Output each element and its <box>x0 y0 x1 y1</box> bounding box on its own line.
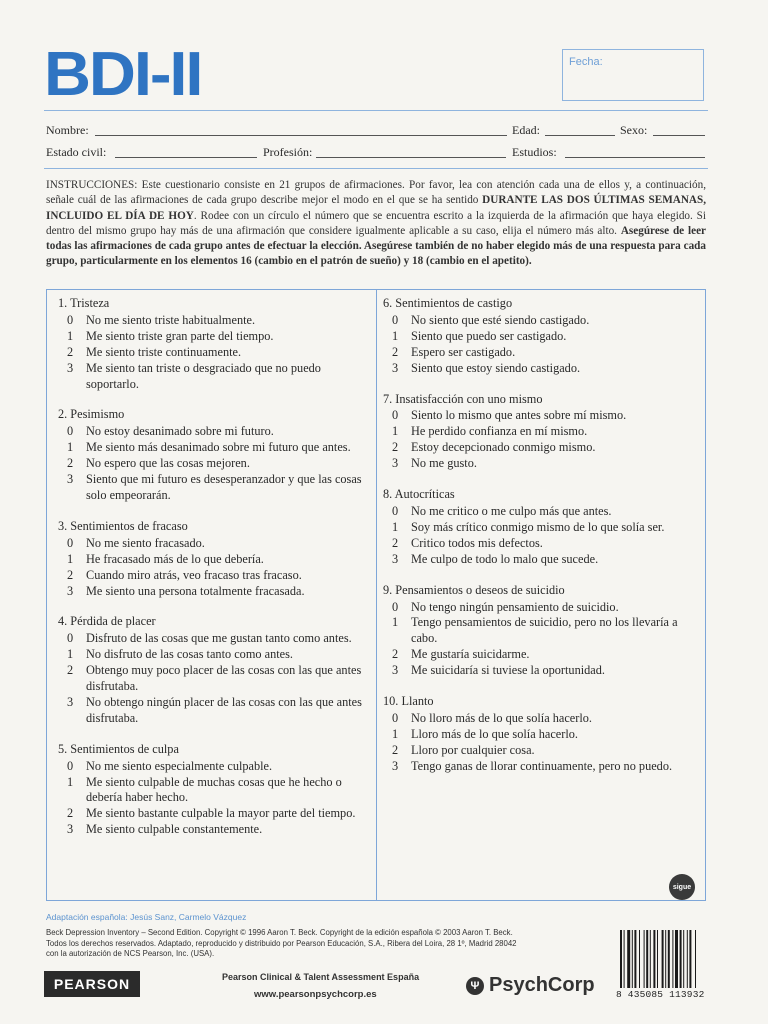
answer-number[interactable]: 3 <box>67 583 74 598</box>
question-group <box>383 487 701 568</box>
answer-number[interactable]: 3 <box>392 758 399 773</box>
barcode-stripe <box>683 930 684 988</box>
answer-option[interactable] <box>383 759 701 775</box>
answer-number[interactable]: 3 <box>67 472 74 487</box>
barcode-stripe <box>675 930 678 988</box>
answer-option[interactable] <box>383 711 701 727</box>
barcode-stripe <box>668 930 670 988</box>
answer-text: Me siento culpable constantemente. <box>86 822 263 837</box>
answer-text: He perdido confianza en mí mismo. <box>411 424 588 439</box>
edad-field[interactable] <box>545 135 615 136</box>
answer-option[interactable] <box>58 775 368 807</box>
answer-number[interactable]: 3 <box>67 360 74 375</box>
answer-number[interactable]: 1 <box>392 726 399 741</box>
answer-option[interactable] <box>58 361 368 393</box>
answer-text: No lloro más de lo que solía hacerlo. <box>411 710 592 725</box>
answer-text: Me siento una persona totalmente fracasada. <box>86 583 305 598</box>
question-title: 6. Sentimientos de castigo <box>383 296 513 310</box>
answer-text: Tengo pensamientos de suicidio, pero no los llevaría a cabo. <box>411 615 678 646</box>
question-title: 8. Autocríticas <box>383 487 455 502</box>
answer-option[interactable] <box>383 520 701 536</box>
answer-option[interactable] <box>383 408 701 424</box>
answer-text: Me siento triste gran parte del tiempo. <box>86 328 274 343</box>
answer-option[interactable] <box>383 615 701 647</box>
answer-text: Siento que mi futuro es desesperanzador y que las cosas solo empeorarán. <box>86 472 362 502</box>
profesion-field[interactable] <box>316 157 506 158</box>
answer-text: Obtengo muy poco placer de las cosas con las que antes disfrutaba. <box>86 663 362 694</box>
answer-option[interactable] <box>383 456 701 472</box>
answer-number[interactable]: 1 <box>67 551 74 566</box>
question-group <box>58 519 368 600</box>
nombre-field[interactable] <box>95 135 507 136</box>
answer-text: Me siento culpable de muchas cosas que he hecho o debería haber hecho. <box>86 774 342 805</box>
answer-number[interactable]: 1 <box>392 519 399 534</box>
answer-number[interactable]: 3 <box>67 694 74 709</box>
barcode-stripe <box>632 930 633 988</box>
publisher-name: Pearson Clinical & Talent Assessment España <box>222 972 420 982</box>
answer-option[interactable] <box>383 727 701 743</box>
answer-text: No tengo ningún pensamiento de suicidio. <box>411 599 619 614</box>
barcode-stripe <box>680 930 682 988</box>
nombre-label: Nombre: <box>46 123 89 137</box>
answer-option[interactable] <box>383 361 701 377</box>
answer-option[interactable] <box>383 329 701 345</box>
question-title: 9. Pensamientos o deseos de suicidio <box>383 582 565 597</box>
question-group <box>58 614 368 726</box>
answer-number[interactable]: 3 <box>392 456 399 471</box>
psychcorp-logo <box>466 974 595 997</box>
barcode-stripe <box>644 930 645 988</box>
answer-option[interactable] <box>383 647 701 663</box>
answer-option[interactable] <box>58 647 368 663</box>
answer-number[interactable]: 0 <box>67 312 74 327</box>
answer-text: No me siento especialmente culpable. <box>86 758 273 773</box>
answer-option[interactable] <box>58 822 368 838</box>
questions-right-column <box>383 296 701 790</box>
barcode-stripe <box>689 930 691 988</box>
answer-option[interactable] <box>383 743 701 759</box>
copyright-line-2: Todos los derechos reservados. Adaptado, reproducido y distribuido por Pearson Educación, S.A., Ribera del Loira, 28 1º, Madrid 28042 <box>46 938 517 948</box>
answer-option[interactable] <box>58 424 368 440</box>
answer-option[interactable] <box>383 345 701 361</box>
answer-option[interactable] <box>58 456 368 472</box>
date-label: Fecha: <box>569 56 603 68</box>
question-title: 3. Sentimientos de fracaso <box>58 518 188 533</box>
barcode-stripe <box>620 930 622 988</box>
answer-text: Me siento bastante culpable la mayor parte del tiempo. <box>86 806 356 821</box>
answer-text: Siento que estoy siendo castigado. <box>411 360 581 375</box>
answer-number[interactable]: 2 <box>67 567 74 582</box>
answer-number[interactable]: 0 <box>67 631 74 646</box>
answer-option[interactable] <box>383 663 701 679</box>
question-title: 4. Pérdida de placer <box>58 614 156 629</box>
barcode-stripe <box>653 930 655 988</box>
answer-text: No me siento fracasado. <box>86 535 205 550</box>
instructions-text-1: INSTRUCCIONES: Este cuestionario consiste en 21 grupos de afirmaciones. Por favor, lea con atención cada una de ellos y, a continuación, señale cuál de las afirmaciones de cada grupo describe mejor el modo en el que se ha sentido <box>46 179 706 207</box>
answer-text: No me gusto. <box>411 456 477 471</box>
question-title: 2. Pesimismo <box>58 407 125 422</box>
answer-number[interactable]: 3 <box>67 822 74 837</box>
sigue-badge: sigue <box>669 874 695 900</box>
edad-label: Edad: <box>512 123 540 137</box>
copyright-line-3: con la autorización de NCS Pearson, Inc. (USA). <box>46 949 215 958</box>
answer-option[interactable] <box>58 568 368 584</box>
answer-number[interactable]: 1 <box>67 328 74 343</box>
answer-number[interactable]: 1 <box>392 424 399 439</box>
answer-text: Me culpo de todo lo malo que sucede. <box>411 551 599 566</box>
answer-text: Critico todos mis defectos. <box>411 535 543 550</box>
answer-number[interactable]: 0 <box>392 710 399 725</box>
barcode-stripe <box>672 930 673 988</box>
answer-option[interactable] <box>383 600 701 616</box>
answer-number[interactable]: 2 <box>392 344 399 359</box>
answer-number[interactable]: 0 <box>67 424 74 439</box>
barcode-stripe <box>646 930 648 988</box>
answer-option[interactable] <box>383 424 701 440</box>
answer-number[interactable]: 1 <box>392 328 399 343</box>
answer-number[interactable]: 0 <box>67 758 74 773</box>
answer-option[interactable] <box>58 806 368 822</box>
answer-option[interactable] <box>58 759 368 775</box>
answer-number[interactable]: 2 <box>67 663 74 678</box>
answer-text: Me siento tan triste o desgraciado que no puedo soportarlo. <box>86 360 321 391</box>
answer-option[interactable] <box>383 440 701 456</box>
barcode-stripe <box>634 930 636 988</box>
answer-number[interactable]: 3 <box>392 360 399 375</box>
estudios-label: Estudios: <box>512 145 557 159</box>
answer-text: Lloro más de lo que solía hacerlo. <box>411 726 578 741</box>
copyright-line-1: Beck Depression Inventory – Second Edition. Copyright © 1996 Aaron T. Beck. Copyright de la edición española © 2003 Aaron T. Beck. <box>46 928 513 937</box>
barcode-stripe <box>639 930 640 988</box>
answer-text: No me critico o me culpo más que antes. <box>411 503 612 518</box>
answer-option[interactable] <box>58 472 368 504</box>
answer-option[interactable] <box>58 440 368 456</box>
answer-number[interactable]: 1 <box>67 774 74 789</box>
answer-text: Siento que puedo ser castigado. <box>411 328 567 343</box>
answer-option[interactable] <box>58 631 368 647</box>
column-divider <box>376 289 377 901</box>
sexo-label: Sexo: <box>620 123 648 137</box>
sexo-field[interactable] <box>653 135 705 136</box>
barcode-stripe <box>665 930 666 988</box>
answer-text: Espero ser castigado. <box>411 344 516 359</box>
answer-text: No me siento triste habitualmente. <box>86 312 256 327</box>
answer-option[interactable] <box>58 584 368 600</box>
answer-text: No siento que esté siendo castigado. <box>411 312 590 327</box>
answer-option[interactable] <box>58 536 368 552</box>
answer-number[interactable]: 3 <box>392 663 399 678</box>
barcode-stripe <box>662 930 664 988</box>
publisher-website: www.pearsonpsychcorp.es <box>254 989 377 1000</box>
profesion-label: Profesión: <box>263 145 313 159</box>
answer-number[interactable]: 2 <box>67 806 74 821</box>
barcode-stripe <box>627 930 630 988</box>
pearson-logo: PEARSON <box>44 971 140 997</box>
answer-option[interactable] <box>383 552 701 568</box>
answer-option[interactable] <box>58 552 368 568</box>
answer-number[interactable]: 0 <box>392 408 399 423</box>
question-title: 5. Sentimientos de culpa <box>58 741 179 756</box>
question-title: 7. Insatisfacción con uno mismo <box>383 391 543 406</box>
answer-option[interactable] <box>58 313 368 329</box>
barcode-stripe <box>624 930 625 988</box>
answer-text: Me siento triste continuamente. <box>86 344 242 359</box>
bdi-logo: BDI-II <box>44 40 202 109</box>
answer-text: No estoy desanimado sobre mi futuro. <box>86 424 274 439</box>
answer-text: No obtengo ningún placer de las cosas con las que antes disfrutaba. <box>86 694 362 725</box>
answer-option[interactable] <box>58 695 368 727</box>
answer-option[interactable] <box>58 663 368 695</box>
answer-text: No espero que las cosas mejoren. <box>86 456 250 471</box>
answer-text: He fracasado más de lo que debería. <box>86 551 264 566</box>
psychcorp-label: PsychCorp <box>489 974 595 996</box>
barcode-stripe <box>687 930 688 988</box>
answer-text: Disfruto de las cosas que me gustan tanto como antes. <box>86 631 352 646</box>
answer-text: Me suicidaría si tuviese la oportunidad. <box>411 663 605 678</box>
answer-text: No disfruto de las cosas tanto como antes. <box>86 647 293 662</box>
answer-number[interactable]: 3 <box>392 551 399 566</box>
question-group <box>58 407 368 503</box>
answer-number[interactable]: 1 <box>67 647 74 662</box>
instructions-text-2: . Rodee con un círculo el número que se encuentra escrito a la izquierda de la afirmación que haya elegido. Si dentro del mismo grupo hay más de una afirmación que considere igualmente aplicable a su caso, elija el número más alto. <box>46 209 706 237</box>
question-group <box>58 742 368 838</box>
question-title: 1. Tristeza <box>58 296 110 310</box>
date-box[interactable] <box>562 49 704 101</box>
adaptation-credit: Adaptación española: Jesús Sanz, Carmelo Vázquez <box>46 912 247 922</box>
psychcorp-icon: Ψ <box>466 977 484 995</box>
barcode-number: 8 435085 113932 <box>616 989 705 1000</box>
answer-number[interactable]: 0 <box>392 599 399 614</box>
instructions-emphasis-1: DURANTE LAS DOS ÚLTIMAS SEMANAS, INCLUIDO EL DÍA DE HOY <box>46 194 707 222</box>
instructions-emphasis-2: Asegúrese de leer todas las afirmaciones de cada grupo antes de efectuar la elección. Asegúrese también de no haber elegido más de una respuesta para cada grupo, particularmente en los elementos 16 (cambio en el patrón de sueño) y 18 (cambio en el apetito). <box>46 224 707 268</box>
answer-text: Siento lo mismo que antes sobre mí mismo. <box>411 408 627 423</box>
answer-number[interactable]: 2 <box>392 440 399 455</box>
answer-number[interactable]: 0 <box>392 503 399 518</box>
fields-divider <box>44 168 708 169</box>
answer-text: Me siento más desanimado sobre mi futuro que antes. <box>86 440 351 455</box>
copyright-notice <box>46 928 606 960</box>
question-title: 10. Llanto <box>383 694 434 709</box>
barcode <box>620 930 708 988</box>
answer-text: Lloro por cualquier cosa. <box>411 742 535 757</box>
question-group <box>383 296 701 377</box>
answer-number[interactable]: 1 <box>67 440 74 455</box>
answer-number[interactable]: 2 <box>392 647 399 662</box>
answer-option[interactable] <box>383 313 701 329</box>
answer-number[interactable]: 2 <box>392 535 399 550</box>
barcode-stripe <box>695 930 696 988</box>
estado-civil-field[interactable] <box>115 157 257 158</box>
header-divider <box>44 110 708 111</box>
question-group <box>383 392 701 473</box>
answer-option[interactable] <box>58 345 368 361</box>
answer-number[interactable]: 0 <box>392 312 399 327</box>
answer-number[interactable]: 2 <box>67 456 74 471</box>
answer-text: Tengo ganas de llorar continuamente, pero no puedo. <box>411 758 673 773</box>
question-group <box>58 296 368 392</box>
barcode-stripe <box>657 930 658 988</box>
answer-text: Estoy decepcionado conmigo mismo. <box>411 440 596 455</box>
answer-text: Soy más crítico conmigo mismo de lo que solía ser. <box>411 519 665 534</box>
answer-option[interactable] <box>383 504 701 520</box>
answer-number[interactable]: 0 <box>67 535 74 550</box>
questions-left-column <box>58 296 368 853</box>
answer-number[interactable]: 2 <box>67 344 74 359</box>
answer-number[interactable]: 1 <box>392 615 399 630</box>
estudios-field[interactable] <box>565 157 705 158</box>
barcode-stripe <box>650 930 651 988</box>
question-group <box>383 583 701 679</box>
answer-text: Cuando miro atrás, veo fracaso tras fracaso. <box>86 567 302 582</box>
answer-text: Me gustaría suicidarme. <box>411 647 530 662</box>
instructions <box>46 178 706 270</box>
answer-number[interactable]: 2 <box>392 742 399 757</box>
answer-option[interactable] <box>58 329 368 345</box>
estado-civil-label: Estado civil: <box>46 145 107 159</box>
question-group <box>383 694 701 775</box>
answer-option[interactable] <box>383 536 701 552</box>
